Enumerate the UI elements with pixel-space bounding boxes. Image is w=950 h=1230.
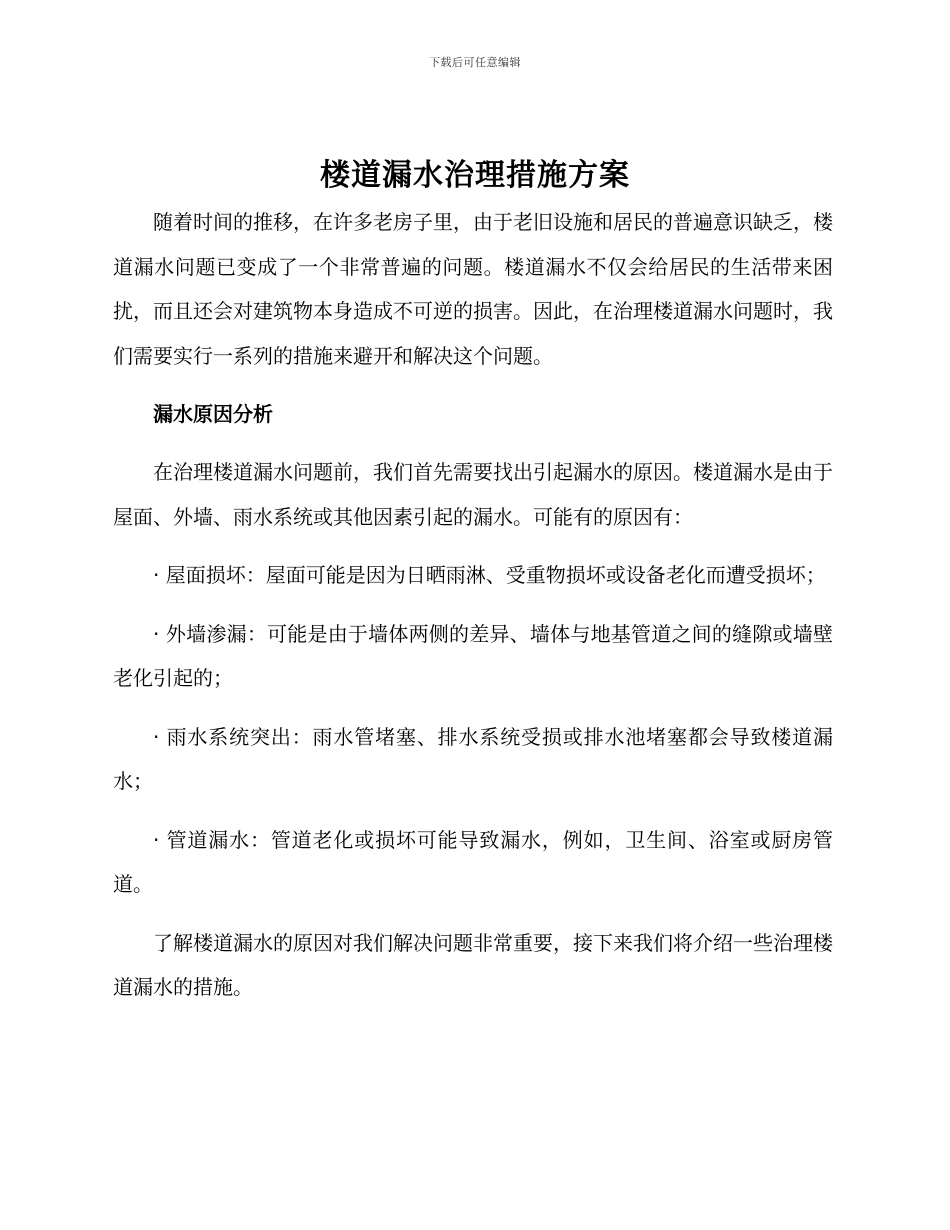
cause-item-rain-system: · 雨水系统突出：雨水管堵塞、排水系统受损或排水池堵塞都会导致楼道漏水； <box>113 724 833 793</box>
intro-paragraph: 随着时间的推移，在许多老房子里，由于老旧设施和居民的普遍意识缺乏，楼道漏水问题已变成了一个非常普遍的问题。楼道漏水不仅会给居民的生活带来困扰，而且还会对建筑物本身造成不可逆的损害。因此，在治理楼道漏水问题时，我们需要实行一系列的措施来避开和解决这个问题。 <box>113 210 833 368</box>
cause-item-roof: · 屋面损坏：屋面可能是因为日晒雨淋、受重物损坏或设备老化而遭受损坏； <box>153 563 826 587</box>
cause-item-wall: · 外墙渗漏：可能是由于墙体两侧的差异、墙体与地基管道之间的缝隙或墙壁老化引起的； <box>113 621 833 690</box>
header-note: 下载后可任意编辑 <box>429 56 521 69</box>
document-body <box>113 200 833 1010</box>
section-intro-paragraph: 在治理楼道漏水问题前，我们首先需要找出引起漏水的原因。楼道漏水是由于屋面、外墙、雨水系统或其他因素引起的漏水。可能有的原因有： <box>113 460 833 529</box>
document-title: 楼道漏水治理措施方案 <box>320 158 630 193</box>
section-heading: 漏水原因分析 <box>153 402 273 426</box>
cause-item-pipe: · 管道漏水：管道老化或损坏可能导致漏水，例如，卫生间、浴室或厨房管道。 <box>113 827 833 896</box>
conclusion-paragraph: 了解楼道漏水的原因对我们解决问题非常重要，接下来我们将介绍一些治理楼道漏水的措施。 <box>113 930 833 999</box>
